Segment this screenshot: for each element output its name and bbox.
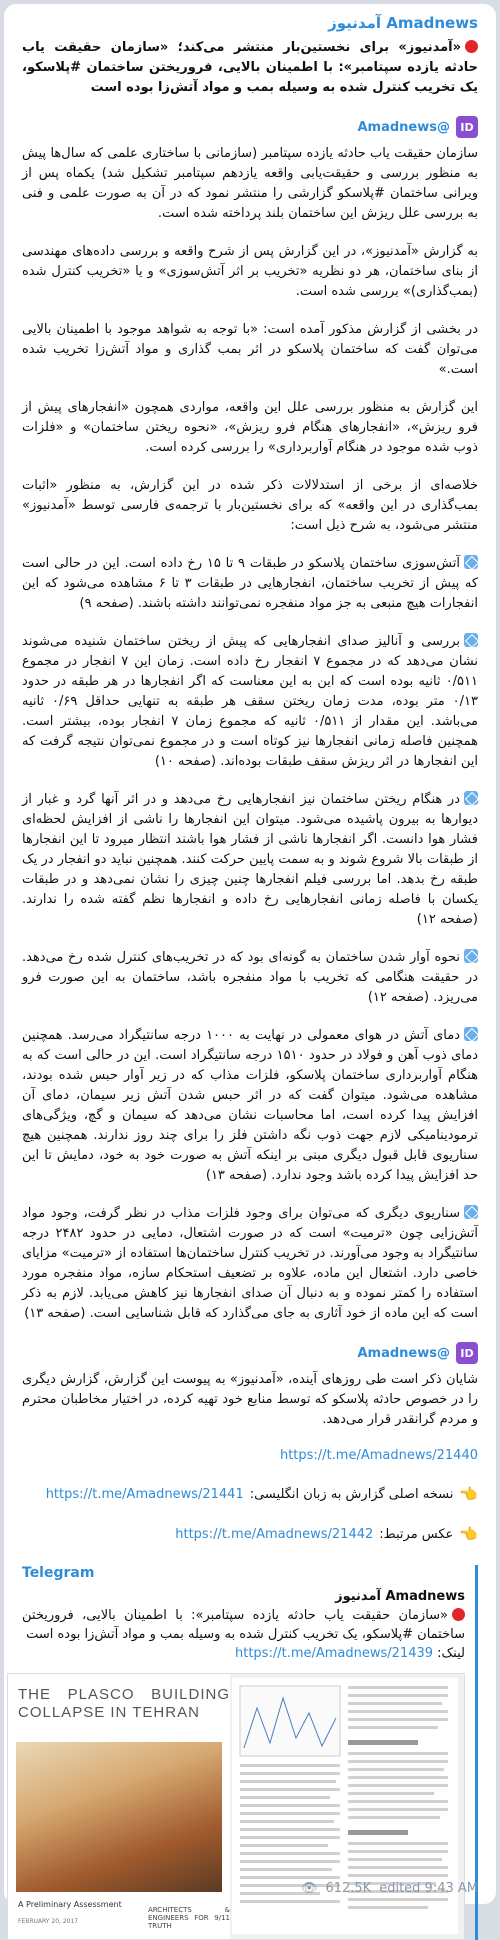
preview-image[interactable] bbox=[7, 1673, 465, 1940]
bullet-4: نحوه آوار شدن ساختمان به گونه‌ای بود که در تخریب‌های کنترل شده رخ می‌دهد. در حقیقت هنگامی که تخریب با مواد منفجره باشد، ساختمان به این صورت فرو می‌ریزد. (صفحه ۱۲) bbox=[22, 950, 478, 1005]
bullet-3: در هنگام ریختن ساختمان نیز انفجارهایی رخ می‌دهد و در اثر آنها گرد و غبار از دیوارها به بیرون پاشیده می‌شود. میتوان این انفجارها را ناشی از افزایش لحظه‌ای فشار هوا دانست. اگر انفجارها ناشی از فشار هوا باشند انتظار میرود تا این انفجارها از طبقات بالا شروع شوند و به سمت پایین حرکت کنند. همچنین نباید دو انفجار در یک طبقه رخ بدهد. اما بررسی فیلم انفجارها چنین چیزی را نشان نمی‌دهد و در طبقات یکسان با فاصله زمانی انفجارهایی رخ داده و انفجارها نظم گفته شده را ندارند. (صفحه ۱۲) bbox=[22, 792, 478, 927]
related-photo-link[interactable]: https://t.me/Amadnews/21442 bbox=[175, 1526, 374, 1542]
mention-link[interactable]: @Amadnews bbox=[357, 1345, 450, 1361]
report-link[interactable]: https://t.me/Amadnews/21440 bbox=[279, 1448, 478, 1463]
view-count: 612.5K bbox=[325, 1881, 372, 1896]
diamond-bullet-icon bbox=[464, 949, 478, 963]
cover-photo bbox=[16, 1742, 222, 1892]
preview-site-name: Telegram bbox=[22, 1565, 95, 1581]
diamond-bullet-icon bbox=[464, 633, 478, 647]
paragraph-2: به گزارش «آمدنیوز»، در این گزارش پس از شرح واقعه و بررسی داده‌های مهندسی از بنای ساختمان، هر دو نظریه «تخریب بر اثر آتش‌سوزی» و یا «تخریب کنترل شده (بمب‌گذاری)» بررسی شده است. bbox=[22, 244, 478, 299]
red-circle-icon bbox=[452, 1608, 465, 1621]
paragraph-5: خلاصه‌ای از برخی از استدلالات ذکر شده در این گزارش، به منظور «اثبات بمب‌گذاری در این واقعه» که برای نخستین‌بار با ترجمه‌ی فارسی توسط «آمدنیوز» منتشر می‌شود، به شرح ذیل است: bbox=[22, 478, 478, 533]
id-icon: ID bbox=[456, 116, 478, 138]
paragraph-1: سازمان حقیقت یاب حادثه یازده سپتامبر (سازمانی با ساختاری علمی که سال‌ها پیش به منظور بررسی و حقیقت‌یابی واقعه یازدهم سپتامبر تشکیل شد) یکماه پس از ویرانی ساختمان #پلاسکو گزارشی را منتشر نمود که در آن به صورت علمی و فنی به بررسی علل ریزش این ساختمان بلند پرداخته شده است. bbox=[22, 146, 478, 221]
link-row-2 bbox=[22, 1485, 478, 1503]
bullet-2: بررسی و آنالیز صدای انفجارهایی که پیش از ریختن ساختمان شنیده می‌شوند نشان می‌دهد که در مجموع ۷ انفجار رخ داده است. زمان این ۷ انفجار در مجموع ۰/۵۱۱ ثانیه بوده است که این به این معناست که اگر انفجارها در هر طبقه در حدود ۰/۱۳ متر بوده، مدت زمان ریختن سقف هر طبقه به تنهایی حداقل ۰/۶۹ ثانیه می‌باشد. این مقدار از ۰/۵۱۱ ثانیه که مجموع زمان ۷ انفجار بوده، بیشتر است. همچنین فاصله زمانی انفجارها نیز کوتاه است و در مجموع نمی‌توان نتیجه گرفت که این انفجارها در اثر ریزش سقف طبقات بوده‌اند. (صفحه ۱۰) bbox=[22, 634, 478, 769]
mention-link[interactable]: @Amadnews bbox=[357, 119, 450, 135]
pointing-hand-icon: 👈 bbox=[459, 1525, 478, 1543]
mention-row-2 bbox=[22, 1342, 478, 1364]
cover-title: THE PLASCO BUILDING COLLAPSE IN TEHRAN bbox=[18, 1686, 230, 1721]
id-icon: ID bbox=[456, 1342, 478, 1364]
related-photo-label: عکس مرتبط: bbox=[379, 1526, 454, 1542]
mention-row bbox=[22, 116, 478, 138]
red-circle-icon bbox=[465, 40, 478, 53]
bullet-5: دمای آتش در هوای معمولی در نهایت به ۱۰۰۰ درجه سانتیگراد می‌رسد. همچنین دمای ذوب آهن و فولاد در حدود ۱۵۱۰ درجه سانتیگراد است. این در حالی است که به هنگام آواربرداری ساختمان پلاسکو، فلزات مذاب که در زیر آوار حبس شده بودند، مشاهده می‌شود. میتوان گفت که در اثر حبس شدن آتش زیر سیمان، دمای آن افزایش پیدا کرده است، اما محاسبات نشان می‌دهد که سیمان و گچ، ویژگی‌های ترمودینامیکی لازم جهت ذوب نگه داشتن فلز را برای چند روز ندارند. همچنین هیچ سناریوی قابل قبول دیگری مبنی بر اینکه آتش به صورت خود به خود، دمایش تا این حد افزایش پیدا کرده باشد وجود ندارد. (صفحه ۱۳) bbox=[22, 1028, 478, 1183]
english-report-label: نسخه اصلی گزارش به زبان انگلیسی: bbox=[249, 1486, 454, 1502]
paragraph-6: شایان ذکر است طی روزهای آینده، «آمدنیوز» به پیوست این گزارش، گزارش دیگری را در خصوص حادثه پلاسکو که توسط منابع خود تهیه کرده، در اختیار مخاطبان محترم و مردم گرانقدر قرار می‌دهد. bbox=[22, 1372, 478, 1427]
diamond-bullet-icon bbox=[464, 791, 478, 805]
cover-subtitle: A Preliminary Assessment bbox=[18, 1900, 122, 1909]
diamond-bullet-icon bbox=[464, 555, 478, 569]
cover-logo: ARCHITECTS & ENGINEERS FOR 9/11 TRUTH bbox=[148, 1906, 230, 1930]
channel-name[interactable]: Amadnews آمدنیوز bbox=[328, 14, 478, 32]
report-cover bbox=[8, 1674, 230, 1939]
preview-link[interactable]: https://t.me/Amadnews/21439 bbox=[235, 1646, 434, 1661]
paragraph-3: در بخشی از گزارش مذکور آمده است: «با توجه به شواهد موجود با اطمینان بالایی می‌توان گفت که ساختمان پلاسکو در اثر بمب گذاری و مواد آتش‌زا تخریب شده است.» bbox=[22, 322, 478, 377]
post-intro: «آمدنیوز» برای نخستین‌بار منتشر می‌کند؛ «سازمان حقیقت یاب حادثه یازده سپتامبر»: با اطمینان بالایی، فروریختن ساختمان #پلاسکو، یک تخریب کنترل شده به وسیله بمب و مواد آتش‌زا بوده است bbox=[22, 40, 478, 95]
message-bubble bbox=[4, 4, 496, 1930]
bullet-6: سناریوی دیگری که می‌توان برای وجود فلزات مذاب در نظر گرفت، وجود مواد آتش‌زایی چون «ترمیت» است که در صورت اشتعال، دمایی در حدود ۲۴۸۲ درجه سانتیگراد به وجود می‌آورند. در تخریب کنترل ساختمان‌ها استفاده از «ترمیت» مزایای خاصی دارد. اشتعال این ماده، علاوه بر تضعیف استحکام سازه، مواد منفجره مورد استفاده را کمتر نموده و به دنبال آن صدای انفجارها نیز کاهش می‌یابد. لازم به ذکر است که این ماده از خود آثاری به جای می‌گذارد که قابل شناسایی است. (صفحه ۱۳) bbox=[22, 1206, 478, 1321]
diamond-bullet-icon bbox=[464, 1205, 478, 1219]
preview-link-label: لینک: bbox=[437, 1646, 465, 1661]
preview-title: Amadnews آمدنیوز bbox=[335, 1589, 465, 1604]
pointing-hand-icon: 👈 bbox=[459, 1485, 478, 1503]
link-row-1 bbox=[22, 1448, 478, 1463]
message-footer bbox=[22, 1881, 478, 1896]
paragraph-4: این گزارش به منظور بررسی علل این واقعه، مواردی همچون «انفجارهای پیش از فرو ریزش»، «انفجارهای هنگام فرو ریزش»، «نحوه ریختن ساختمان» و «فلزات ذوب شده موجود در هنگام آواربرداری» را بررسی کرده است. bbox=[22, 400, 478, 455]
english-report-link[interactable]: https://t.me/Amadnews/21441 bbox=[45, 1486, 244, 1502]
diamond-bullet-icon bbox=[464, 1027, 478, 1041]
preview-text: «سازمان حقیقت یاب حادثه یازده سپتامبر»: با اطمینان بالایی، فروریختن ساختمان #پلاسکو، یک تخریب کنترل شده به وسیله بمب و مواد آتش‌زا بوده است لینک: https://t.me/Amadnews/21439 bbox=[22, 1608, 465, 1661]
eye-icon: 👁 bbox=[300, 1881, 318, 1896]
bullet-1: آتش‌سوزی ساختمان پلاسکو در طبقات ۹ تا ۱۵ رخ داده است. این در حالی است که پیش از تخریب ساختمان، انفجارهایی در طبقات ۳ تا ۶ مشاهده می‌شود که این انفجارات هیچ منبعی به جز مواد منفجره نمی‌توانند داشته باشند. (صفحه ۹) bbox=[22, 556, 479, 611]
cover-date: FEBRUARY 20, 2017 bbox=[18, 1918, 79, 1925]
link-row-3 bbox=[22, 1525, 478, 1543]
edited-timestamp: edited 9:43 AM bbox=[379, 1881, 478, 1896]
